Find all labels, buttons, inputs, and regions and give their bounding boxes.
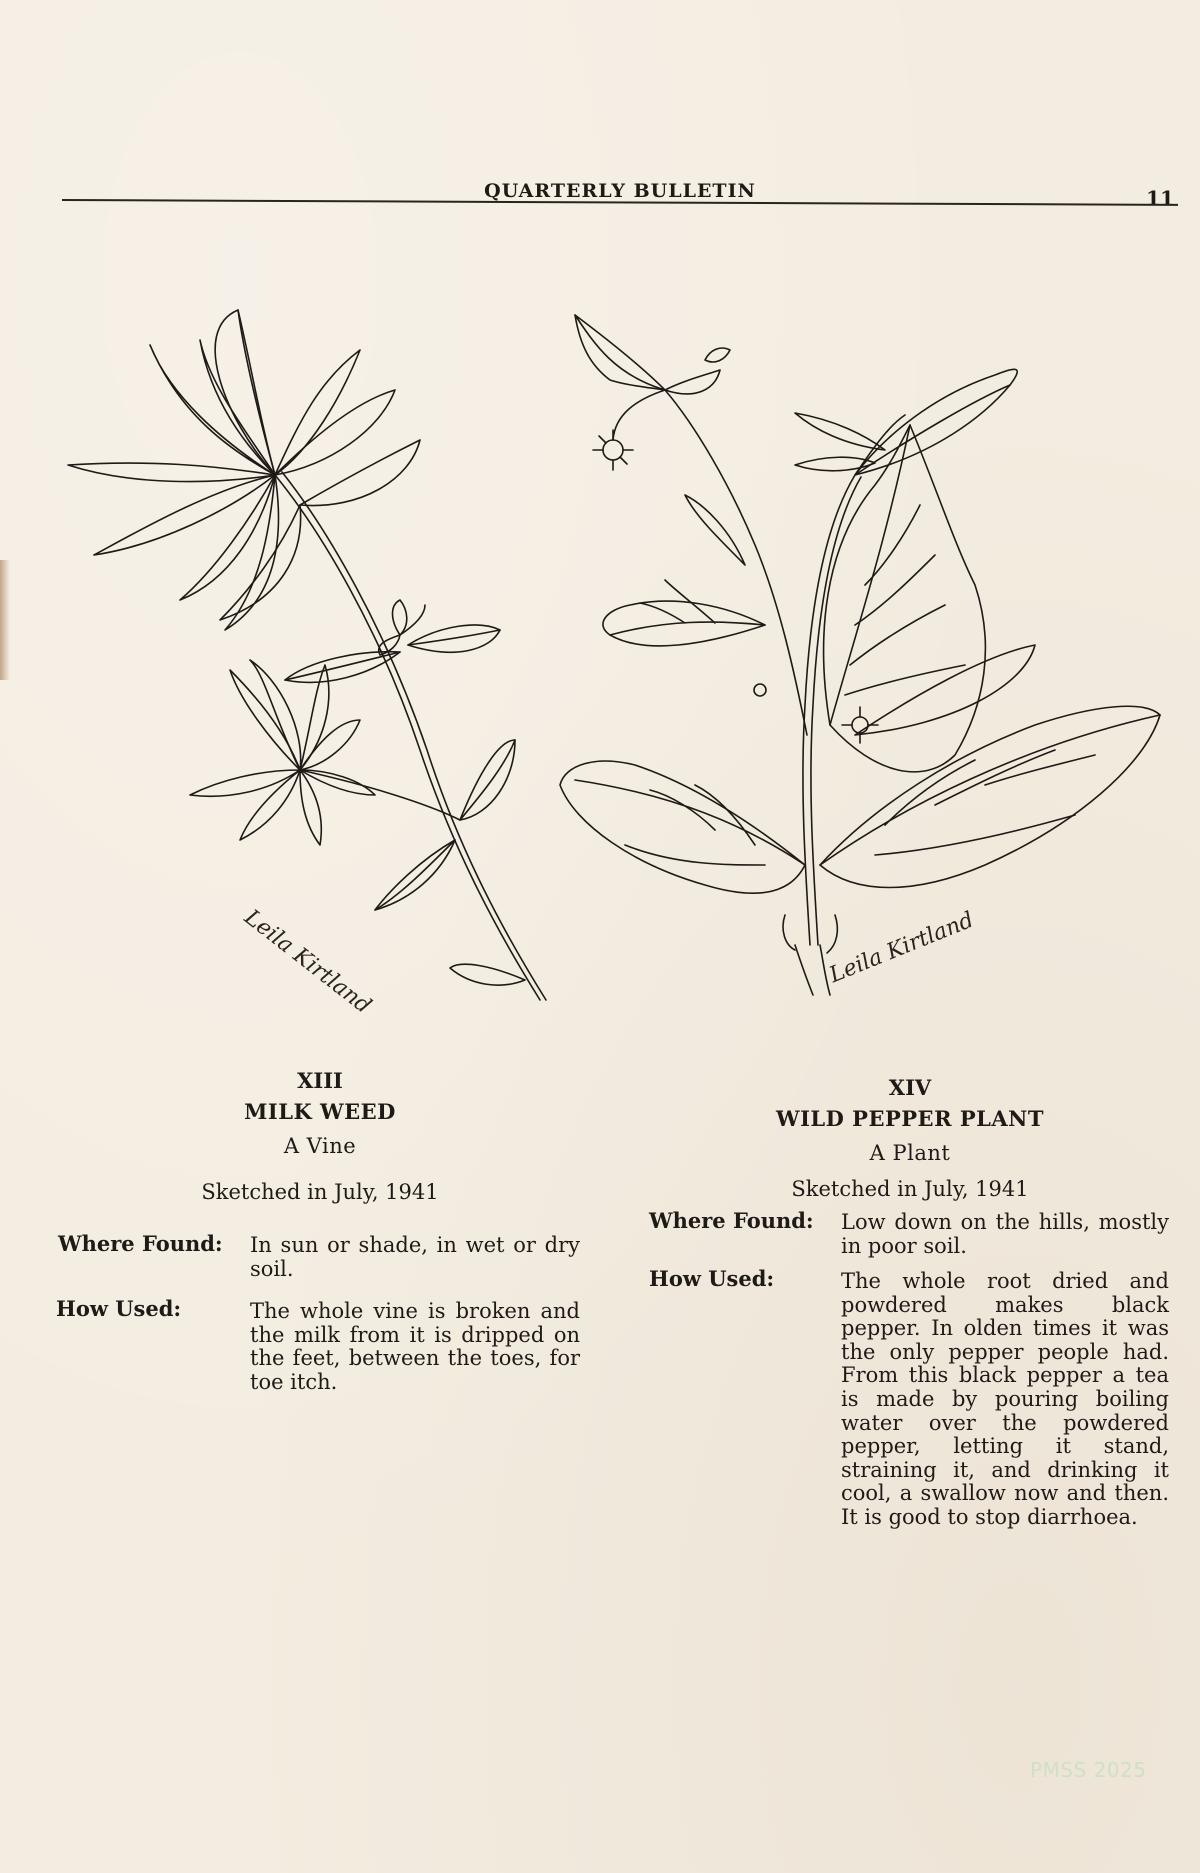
where-found-text: Low down on the hills, mostly in poor soil. [841,1210,1169,1258]
how-used-label: How Used: [649,1266,775,1291]
entry-name: WILD PEPPER PLANT [775,1106,1045,1131]
where-found-text: In sun or shade, in wet or dry soil. [250,1233,580,1281]
where-found-label: Where Found: [58,1231,223,1256]
entry-heading-wild-pepper [720,1075,1100,1201]
how-used-text: The whole vine is broken and the milk from it is dripped on the feet, between the toes, for toe itch. [250,1299,580,1394]
page-edge-stain [0,560,10,680]
page-number: 11 [1146,186,1174,210]
artist-signature-right: Leila Kirtland [826,907,978,989]
entry-heading-milk-weed [150,1068,490,1204]
flower-top [593,390,665,470]
archive-watermark: PMSS 2025 [1030,1758,1147,1782]
entry-number: XIII [297,1068,343,1093]
leaf-cluster-bottom [190,660,460,845]
entry-sketch-date: Sketched in July, 1941 [201,1180,439,1204]
milk-weed-illustration [60,300,580,1010]
artist-signature-left: Leila Kirtland [239,905,376,1019]
entry-name: MILK WEED [244,1099,396,1124]
where-found-label: Where Found: [649,1208,814,1233]
how-used-text: The whole root dried and powdered makes black pepper. In olden times it was the only pepper people had. From this black pepper a tea is made by pouring boiling water over the powdered pepper, letting it stand, straining it, and drinking it cool, a swallow now and then. It is good to stop diarrhoea. [841,1269,1169,1529]
flower-bottom [754,684,878,743]
entry-type: A Vine [283,1134,357,1158]
entry-sketch-date: Sketched in July, 1941 [791,1177,1029,1201]
running-head: QUARTERLY BULLETIN [484,180,756,202]
how-used-label: How Used: [56,1296,182,1321]
entry-type: A Plant [869,1141,951,1165]
leaf-cluster-top [68,310,420,630]
entry-number: XIV [888,1075,932,1100]
wild-pepper-illustration [555,305,1170,1005]
